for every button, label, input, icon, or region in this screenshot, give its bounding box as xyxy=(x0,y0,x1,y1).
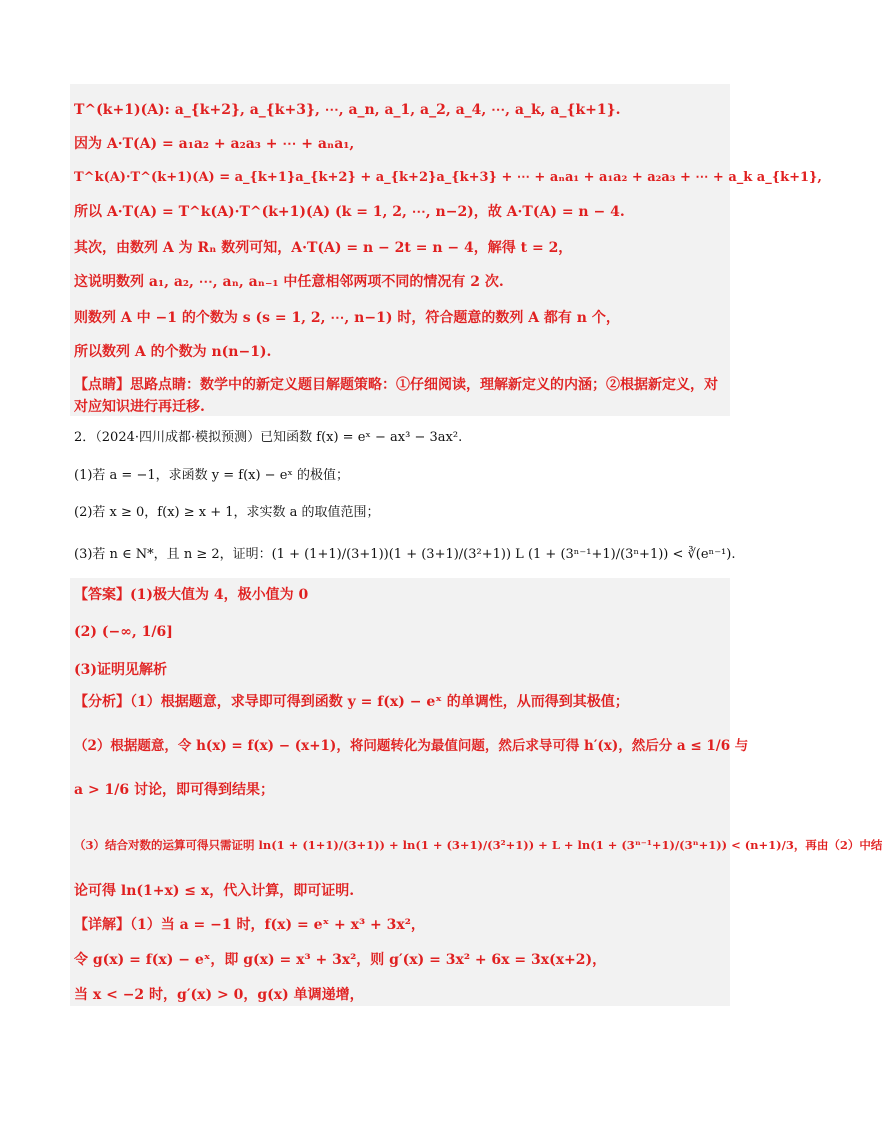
line-second: 其次，由数列 A 为 Rₙ 数列可知，A·T(A) = n − 2t = n − 4，解得 t = 2， xyxy=(74,240,573,256)
answer-part-1: 【答案】(1)极大值为 4，极小值为 0 xyxy=(74,587,309,603)
answer-part-3: (3)证明见解析 xyxy=(74,662,167,678)
line-permutation: T^(k+1)(A): a_{k+2}, a_{k+3}, ⋯, a_n, a_1, a_2, a_4, ⋯, a_k, a_{k+1}. xyxy=(74,102,621,118)
note-heading: 【点睛】思路点睛：数学中的新定义题目解题策略：①仔细阅读，理解新定义的内涵；②根据新定义，对 xyxy=(74,377,718,393)
detail-part-1: 【详解】（1）当 a = −1 时，f(x) = eˣ + x³ + 3x²， xyxy=(74,917,425,933)
answer-part-2: (2) (−∞, 1/6] xyxy=(74,624,173,640)
line-because: 因为 A·T(A) = a₁a₂ + a₂a₃ + ⋯ + aₙa₁, xyxy=(74,136,355,152)
analysis-part-2: （2）根据题意，令 h(x) = f(x) − (x+1)，将问题转化为最值问题，然后求导可得 h′(x)，然后分 a ≤ 1/6 与 xyxy=(74,738,749,754)
note-continued: 对应知识进行再迁移. xyxy=(74,399,205,415)
problem-2-part-3: (3)若 n ∈ N*，且 n ≥ 2，证明：(1 + (1+1)/(3+1))(1 + (3+1)/(3²+1)) L (1 + (3ⁿ⁻¹+1)/(3ⁿ+1)) < ∛(eⁿ⁻¹). xyxy=(74,547,736,562)
problem-2-part-1: (1)若 a = −1，求函数 y = f(x) − eˣ 的极值； xyxy=(74,468,350,483)
problem-2-stem: 2．（2024·四川成都·模拟预测）已知函数 f(x) = eˣ − ax³ − 3ax². xyxy=(74,430,463,445)
line-count-total: 所以数列 A 的个数为 n(n−1). xyxy=(74,344,272,360)
line-count-s: 则数列 A 中 −1 的个数为 s (s = 1, 2, ⋯, n−1) 时，符合题意的数列 A 都有 n 个， xyxy=(74,310,620,326)
analysis-part-2-cont: a > 1/6 讨论，即可得到结果； xyxy=(74,782,275,798)
analysis-part-3-cont: 论可得 ln(1+x) ≤ x，代入计算，即可证明. xyxy=(74,883,355,899)
problem-2-part-2: (2)若 x ≥ 0，f(x) ≥ x + 1，求实数 a 的取值范围； xyxy=(74,505,380,520)
analysis-part-1: 【分析】（1）根据题意，求导即可得到函数 y = f(x) − eˣ 的单调性，从而得到其极值； xyxy=(74,694,629,710)
line-product-expansion: T^k(A)·T^(k+1)(A) = a_{k+1}a_{k+2} + a_{k+2}a_{k+3} + ⋯ + aₙa₁ + a₁a₂ + a₂a₃ + ⋯ + a_k a_{k+1}, xyxy=(74,170,822,185)
analysis-part-3: （3）结合对数的运算可得只需证明 ln(1 + (1+1)/(3+1)) + ln(1 + (3+1)/(3²+1)) + L + ln(1 + (3ⁿ⁻¹+1)/(3ⁿ+1)) < (n+1)/3，再由（2）中结 xyxy=(74,838,882,852)
detail-derivative: 令 g(x) = f(x) − eˣ，即 g(x) = x³ + 3x²，则 g′(x) = 3x² + 6x = 3x(x+2)， xyxy=(74,952,607,968)
line-explanation: 这说明数列 a₁, a₂, ⋯, aₙ, aₙ₋₁ 中任意相邻两项不同的情况有 2 次. xyxy=(74,274,504,290)
detail-monotonic: 当 x < −2 时，g′(x) > 0，g(x) 单调递增， xyxy=(74,987,364,1003)
line-therefore: 所以 A·T(A) = T^k(A)·T^(k+1)(A) (k = 1, 2, ⋯, n−2)，故 A·T(A) = n − 4. xyxy=(74,204,625,220)
